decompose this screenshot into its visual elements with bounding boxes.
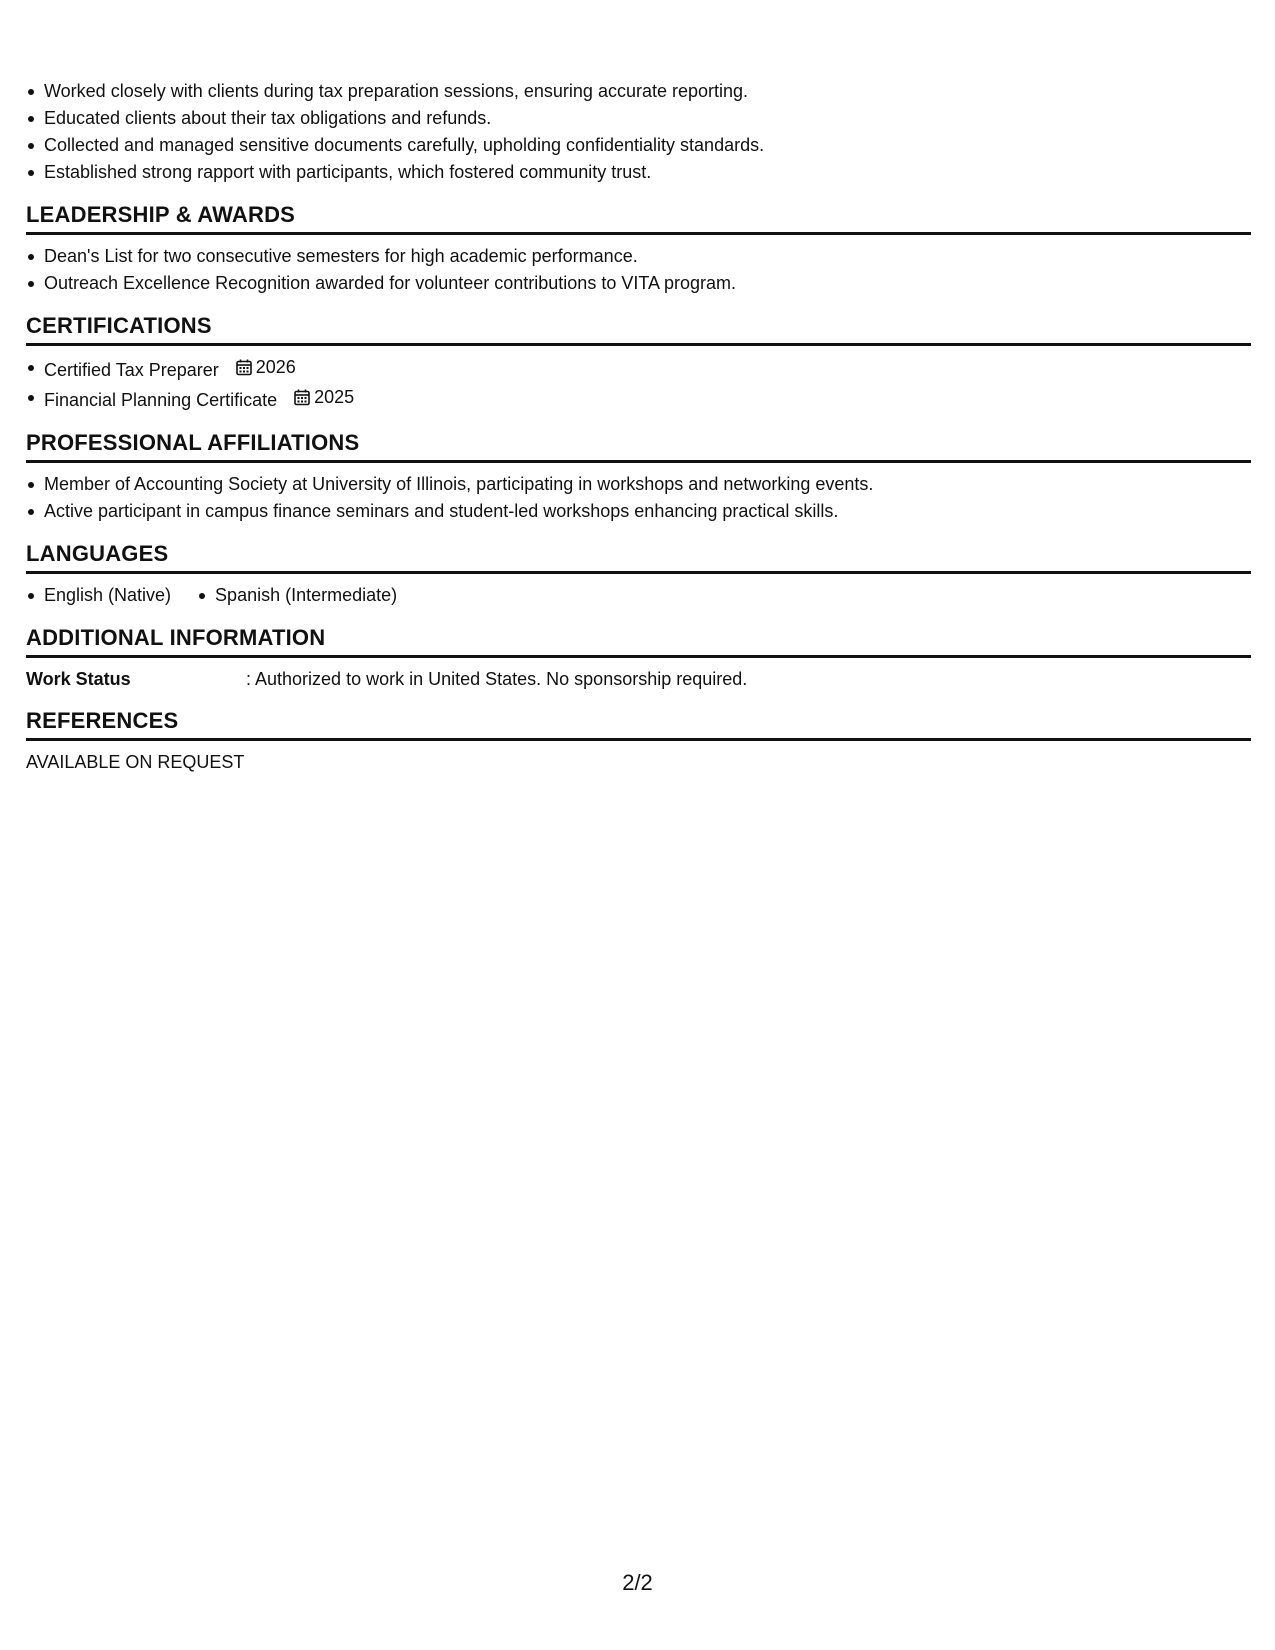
- language-item: Spanish (Intermediate): [197, 582, 397, 609]
- affiliations-section: [26, 430, 1251, 525]
- list-item: Collected and managed sensitive documents carefully, upholding confidentiality standards.: [26, 132, 1251, 159]
- references-text: AVAILABLE ON REQUEST: [26, 752, 245, 772]
- list-item: Member of Accounting Society at University of Illinois, participating in workshops and networking events.: [26, 471, 1251, 498]
- resume-page: [26, 78, 1251, 775]
- calendar-icon: [236, 359, 252, 376]
- certification-name: Financial Planning Certificate: [44, 390, 278, 410]
- section-title: ADDITIONAL INFORMATION: [26, 625, 1251, 658]
- languages-section: [26, 541, 1251, 609]
- experience-bullet-list: [26, 78, 1251, 186]
- section-title: LEADERSHIP & AWARDS: [26, 202, 1251, 235]
- list-item: Dean's List for two consecutive semesters for high academic performance.: [26, 243, 1251, 270]
- certification-date: [236, 354, 296, 381]
- language-item: English (Native): [26, 582, 171, 609]
- page-number: 2/2: [622, 1570, 653, 1595]
- certification-item: [26, 354, 1251, 384]
- certification-year: 2026: [255, 357, 296, 377]
- list-item: Outreach Excellence Recognition awarded for volunteer contributions to VITA program.: [26, 270, 1251, 297]
- references-section: [26, 708, 1251, 775]
- section-title: LANGUAGES: [26, 541, 1251, 574]
- work-status-value: : Authorized to work in United States. No sponsorship required.: [246, 669, 748, 689]
- section-title: CERTIFICATIONS: [26, 313, 1251, 346]
- list-item: Active participant in campus finance seminars and student-led workshops enhancing practical skills.: [26, 498, 1251, 525]
- leadership-section: [26, 202, 1251, 297]
- work-status-row: [26, 666, 1251, 692]
- certification-date: [294, 384, 354, 411]
- section-title: PROFESSIONAL AFFILIATIONS: [26, 430, 1251, 463]
- additional-info-section: [26, 625, 1251, 692]
- calendar-icon: [294, 389, 310, 406]
- list-item: Worked closely with clients during tax preparation sessions, ensuring accurate reporting.: [26, 78, 1251, 105]
- certification-year: 2025: [314, 387, 355, 407]
- list-item: Established strong rapport with participants, which fostered community trust.: [26, 159, 1251, 186]
- certifications-section: [26, 313, 1251, 414]
- certification-name: Certified Tax Preparer: [44, 360, 219, 380]
- certification-item: [26, 384, 1251, 414]
- work-status-label: Work Status: [26, 669, 131, 689]
- section-title: REFERENCES: [26, 708, 1251, 741]
- list-item: Educated clients about their tax obligations and refunds.: [26, 105, 1251, 132]
